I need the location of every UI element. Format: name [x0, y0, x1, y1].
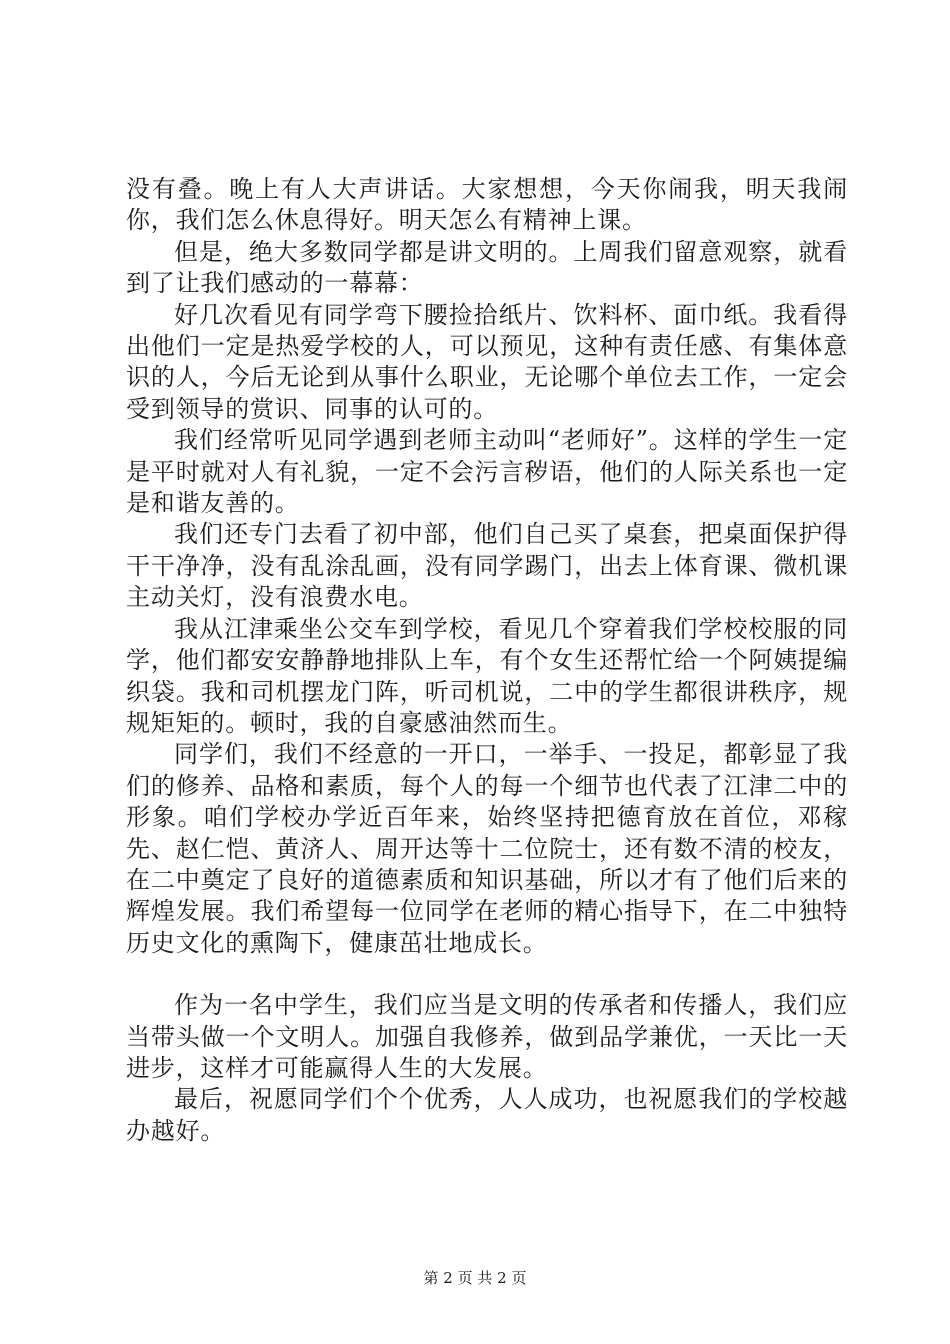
paragraph: 作为一名中学生，我们应当是文明的传承者和传播人，我们应当带头做一个文明人。加强自我修养，做到品学兼优，一天比一天进步，这样才可能赢得人生的大发展。	[126, 991, 848, 1082]
document-body	[126, 174, 848, 1147]
paragraph-closing: 最后，祝愿同学们个个优秀，人人成功，也祝愿我们的学校越办越好。	[126, 1085, 848, 1145]
paragraph: 我们还专门去看了初中部，他们自己买了桌套，把桌面保护得干干净净，没有乱涂乱画，没有同学踢门，出去上体育课、微机课主动关灯，没有浪费水电。	[126, 520, 848, 612]
page-number-footer: 第 2 页 共 2 页	[423, 1269, 527, 1287]
paragraph: 同学们，我们不经意的一开口，一举手、一投足，都彰显了我们的修养、品格和素质，每个人的每一个细节也代表了江津二中的形象。咱们学校办学近百年来，始终坚持把德育放在首位，邓稼先、赵仁恺、黄济人、周开达等十二位院士，还有数不清的校友，在二中奠定了良好的道德素质和知识基础，所以才有了他们后来的辉煌发展。我们希望每一位同学在老师的精心指导下，在二中独特历史文化的熏陶下，健康茁壮地成长。	[126, 740, 848, 957]
paragraph-spacer	[126, 959, 848, 990]
paragraph: 但是，绝大多数同学都是讲文明的。上周我们留意观察，就看到了让我们感动的一幕幕：	[126, 237, 848, 298]
paragraph-continuation: 没有叠。晚上有人大声讲话。大家想想，今天你闹我，明天我闹你，我们怎么休息得好。明天怎么有精神上课。	[126, 175, 848, 235]
paragraph: 我从江津乘坐公交车到学校，看见几个穿着我们学校校服的同学，他们都安安静静地排队上车，有个女生还帮忙给一个阿姨提编织袋。我和司机摆龙门阵，听司机说，二中的学生都很讲秩序，规规矩矩的。顿时，我的自豪感油然而生。	[126, 614, 848, 737]
paragraph: 好几次看见有同学弯下腰捡拾纸片、饮料杯、面巾纸。我看得出他们一定是热爱学校的人，可以预见，这种有责任感、有集体意识的人，今后无论到从事什么职业，无论哪个单位去工作，一定会受到领导的赏识、同事的认可的。	[126, 300, 848, 423]
paragraph: 我们经常听见同学遇到老师主动叫“老师好”。这样的学生一定是平时就对人有礼貌，一定不会污言秽语，他们的人际关系也一定是和谐友善的。	[126, 426, 848, 518]
